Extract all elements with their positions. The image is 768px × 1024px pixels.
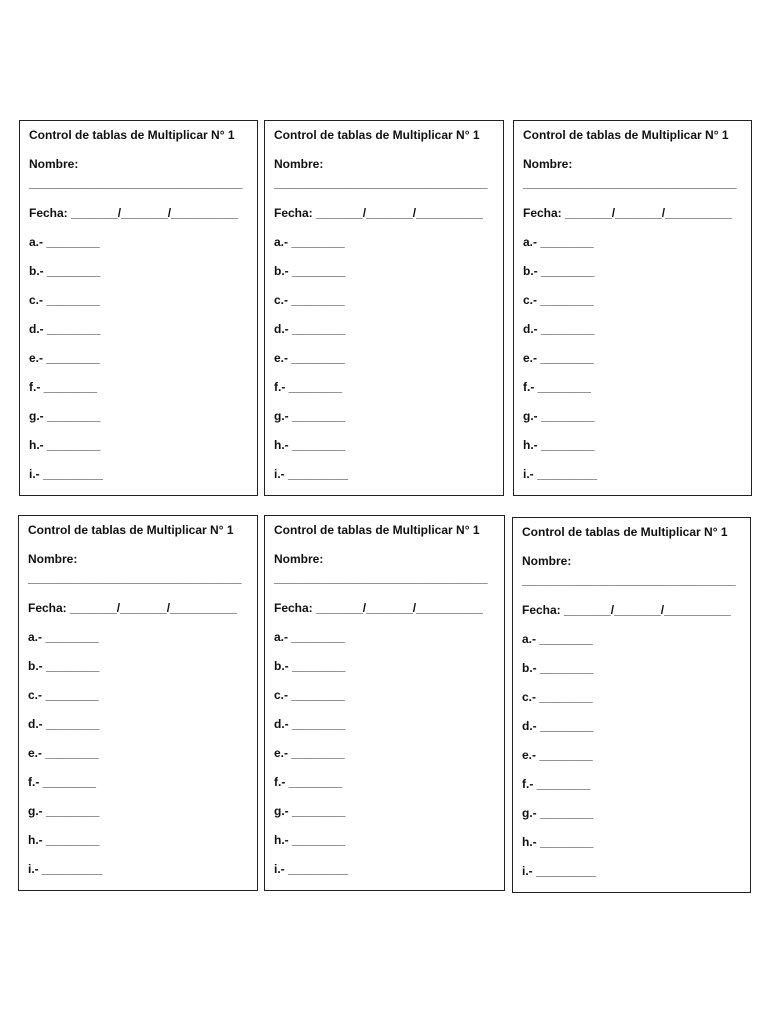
answer-line: g.- ________ xyxy=(29,409,101,423)
worksheet-card xyxy=(18,515,258,891)
answer-line: h.- ________ xyxy=(29,438,101,452)
nombre-label: Nombre: xyxy=(28,552,78,566)
answer-line: i.- _________ xyxy=(274,467,349,481)
answer-line: e.- ________ xyxy=(274,746,345,760)
card-title: Control de tablas de Multiplicar N° 1 xyxy=(274,128,480,142)
answer-line: h.- ________ xyxy=(522,835,594,849)
worksheet-card xyxy=(19,120,258,496)
answer-line: d.- ________ xyxy=(274,717,346,731)
answer-line: i.- _________ xyxy=(29,467,104,481)
answer-line: i.- _________ xyxy=(274,862,349,876)
nombre-label: Nombre: xyxy=(274,157,324,171)
answer-line: h.- ________ xyxy=(523,438,595,452)
card-title: Control de tablas de Multiplicar N° 1 xyxy=(28,523,234,537)
fecha-line: Fecha: _______/_______/__________ xyxy=(522,603,731,617)
answer-line: e.- ________ xyxy=(523,351,594,365)
answer-line: e.- ________ xyxy=(274,351,345,365)
fecha-line: Fecha: _______/_______/__________ xyxy=(523,206,732,220)
answer-line: b.- ________ xyxy=(274,264,346,278)
answer-line: e.- ________ xyxy=(522,748,593,762)
answer-line: h.- ________ xyxy=(274,833,346,847)
answer-line: i.- _________ xyxy=(28,862,103,876)
answer-line: c.- ________ xyxy=(523,293,594,307)
answer-line: d.- ________ xyxy=(274,322,346,336)
nombre-label: Nombre: xyxy=(29,157,79,171)
answer-line: f.- ________ xyxy=(523,380,592,394)
answer-line: h.- ________ xyxy=(274,438,346,452)
answer-line: d.- ________ xyxy=(522,719,594,733)
worksheet-card xyxy=(264,120,504,496)
answer-line: b.- ________ xyxy=(29,264,101,278)
answer-line: f.- ________ xyxy=(274,380,343,394)
nombre-blank-line: ________________________________ xyxy=(29,176,243,190)
answer-line: f.- ________ xyxy=(29,380,98,394)
card-title: Control de tablas de Multiplicar N° 1 xyxy=(29,128,235,142)
answer-line: h.- ________ xyxy=(28,833,100,847)
answer-line: f.- ________ xyxy=(28,775,97,789)
answer-line: a.- ________ xyxy=(29,235,100,249)
answer-line: d.- ________ xyxy=(28,717,100,731)
answer-line: b.- ________ xyxy=(523,264,595,278)
nombre-label: Nombre: xyxy=(523,157,573,171)
answer-line: d.- ________ xyxy=(523,322,595,336)
fecha-line: Fecha: _______/_______/__________ xyxy=(29,206,238,220)
answer-line: g.- ________ xyxy=(522,806,594,820)
answer-line: c.- ________ xyxy=(522,690,593,704)
card-title: Control de tablas de Multiplicar N° 1 xyxy=(522,525,728,539)
nombre-label: Nombre: xyxy=(522,554,572,568)
answer-line: c.- ________ xyxy=(274,293,345,307)
fecha-line: Fecha: _______/_______/__________ xyxy=(274,206,483,220)
answer-line: i.- _________ xyxy=(522,864,597,878)
answer-line: a.- ________ xyxy=(274,630,345,644)
answer-line: c.- ________ xyxy=(28,688,99,702)
card-title: Control de tablas de Multiplicar N° 1 xyxy=(523,128,729,142)
fecha-line: Fecha: _______/_______/__________ xyxy=(28,601,237,615)
nombre-label: Nombre: xyxy=(274,552,324,566)
nombre-blank-line: ________________________________ xyxy=(274,176,488,190)
card-title: Control de tablas de Multiplicar N° 1 xyxy=(274,523,480,537)
answer-line: c.- ________ xyxy=(274,688,345,702)
answer-line: e.- ________ xyxy=(29,351,100,365)
nombre-blank-line: ________________________________ xyxy=(28,571,242,585)
answer-line: e.- ________ xyxy=(28,746,99,760)
answer-line: f.- ________ xyxy=(274,775,343,789)
answer-line: b.- ________ xyxy=(28,659,100,673)
answer-line: g.- ________ xyxy=(523,409,595,423)
nombre-blank-line: ________________________________ xyxy=(522,573,736,587)
answer-line: b.- ________ xyxy=(522,661,594,675)
answer-line: g.- ________ xyxy=(28,804,100,818)
worksheet-card xyxy=(512,517,751,893)
worksheet-card xyxy=(264,515,505,891)
answer-line: a.- ________ xyxy=(522,632,593,646)
answer-line: i.- _________ xyxy=(523,467,598,481)
answer-line: g.- ________ xyxy=(274,409,346,423)
answer-line: d.- ________ xyxy=(29,322,101,336)
answer-line: g.- ________ xyxy=(274,804,346,818)
answer-line: a.- ________ xyxy=(28,630,99,644)
answer-line: a.- ________ xyxy=(274,235,345,249)
answer-line: a.- ________ xyxy=(523,235,594,249)
worksheet-card xyxy=(513,120,752,496)
answer-line: c.- ________ xyxy=(29,293,100,307)
nombre-blank-line: ________________________________ xyxy=(274,571,488,585)
answer-line: f.- ________ xyxy=(522,777,591,791)
nombre-blank-line: ________________________________ xyxy=(523,176,737,190)
fecha-line: Fecha: _______/_______/__________ xyxy=(274,601,483,615)
answer-line: b.- ________ xyxy=(274,659,346,673)
